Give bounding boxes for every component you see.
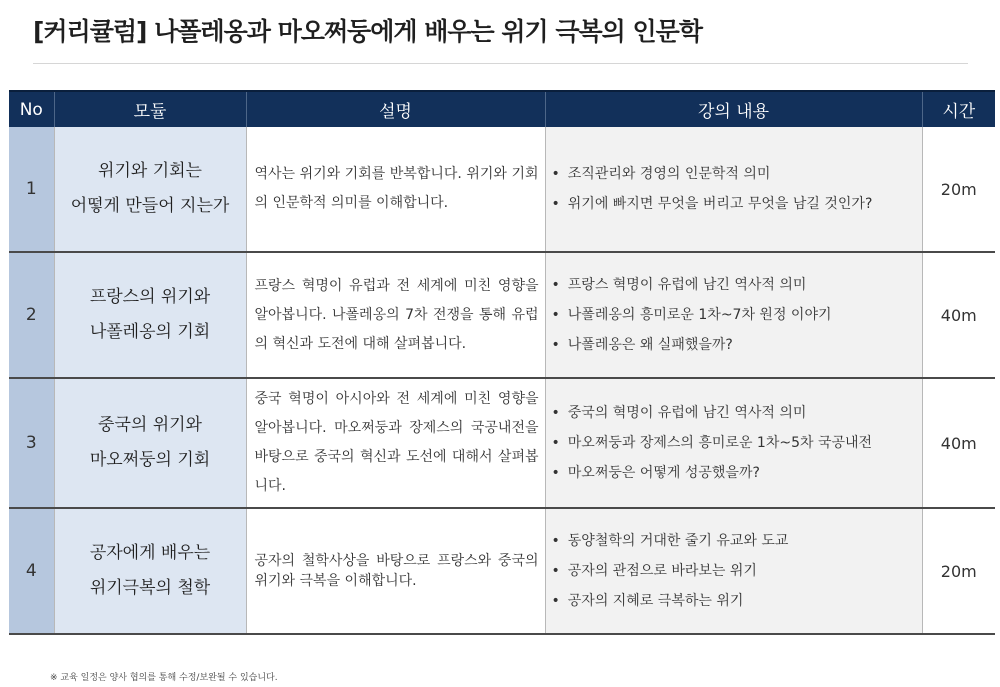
header-no: No <box>9 91 54 127</box>
content-cell <box>545 508 922 634</box>
page-title: [커리큘럼] 나폴레옹과 마오쩌둥에게 배우는 위기 극복의 인문학 <box>33 17 702 46</box>
row-number: 3 <box>9 378 54 508</box>
content-list <box>552 270 922 360</box>
table-header-row <box>9 91 995 127</box>
content-list <box>552 526 922 616</box>
module-title-line: 어떻게 만들어 지는가 <box>70 196 230 216</box>
content-item: • 공자의 관점으로 바라보는 위기 <box>552 556 922 586</box>
content-item: • 나폴레옹은 왜 실패했을까? <box>552 330 922 360</box>
content-item: • 동양철학의 거대한 줄기 유교와 도교 <box>552 526 922 556</box>
content-item: • 프랑스 혁명이 유럽에 남긴 역사적 의미 <box>552 270 922 300</box>
content-item: • 조직관리와 경영의 인문학적 의미 <box>552 159 922 189</box>
row-number: 1 <box>9 127 54 252</box>
module-cell <box>54 508 246 634</box>
table-row <box>9 252 995 378</box>
table-row <box>9 508 995 634</box>
curriculum-table <box>9 90 995 635</box>
module-title-line: 나폴레옹의 기회 <box>89 322 211 342</box>
time-cell: 40m <box>922 378 995 508</box>
header-content: 강의 내용 <box>545 91 922 127</box>
content-list <box>552 159 922 219</box>
time-cell: 20m <box>922 127 995 252</box>
time-cell: 40m <box>922 252 995 378</box>
description-cell: 프랑스 혁명이 유럽과 전 세계에 미친 영향을 알아봅니다. 나폴레옹의 7차 전쟁을 통해 유럽의 혁신과 도전에 대해 살펴봅니다. <box>246 252 545 378</box>
title-divider <box>33 63 968 64</box>
content-item: • 마오쩌둥은 어떻게 성공했을까? <box>552 458 922 488</box>
description-cell: 공자의 철학사상을 바탕으로 프랑스와 중국의 위기와 극복을 이해합니다. <box>246 508 545 634</box>
module-title-line: 위기와 기회는 <box>98 161 202 181</box>
header-description: 설명 <box>246 91 545 127</box>
module-title-line: 공자에게 배우는 <box>89 543 211 563</box>
module-cell <box>54 252 246 378</box>
module-cell <box>54 127 246 252</box>
module-title-line: 마오쩌둥의 기회 <box>89 450 211 470</box>
module-title-line: 프랑스의 위기와 <box>89 287 211 307</box>
content-item: • 공자의 지혜로 극복하는 위기 <box>552 586 922 616</box>
content-item: • 나폴레옹의 흥미로운 1차~7차 원정 이야기 <box>552 300 922 330</box>
description-cell: 역사는 위기와 기회를 반복합니다. 위기와 기회의 인문학적 의미를 이해합니다. <box>246 127 545 252</box>
content-item: • 위기에 빠지면 무엇을 버리고 무엇을 남길 것인가? <box>552 189 922 219</box>
row-number: 2 <box>9 252 54 378</box>
table-row <box>9 127 995 252</box>
time-cell: 20m <box>922 508 995 634</box>
module-title-line: 중국의 위기와 <box>98 415 202 435</box>
table-row <box>9 378 995 508</box>
content-cell <box>545 252 922 378</box>
content-cell <box>545 127 922 252</box>
module-title-line: 위기극복의 철학 <box>89 578 211 598</box>
description-cell: 중국 혁명이 아시아와 전 세계에 미친 영향을 알아봅니다. 마오쩌둥과 장제스의 국공내전을 바탕으로 중국의 혁신과 도선에 대해서 살펴봅니다. <box>246 378 545 508</box>
content-item: • 마오쩌둥과 장제스의 흥미로운 1차~5차 국공내전 <box>552 428 922 458</box>
content-list <box>552 398 922 488</box>
content-cell <box>545 378 922 508</box>
header-time: 시간 <box>922 91 995 127</box>
module-cell <box>54 378 246 508</box>
footnote: ※ 교육 일정은 양사 협의를 통해 수정/보완될 수 있습니다. <box>50 673 278 683</box>
row-number: 4 <box>9 508 54 634</box>
content-item: • 중국의 혁명이 유럽에 남긴 역사적 의미 <box>552 398 922 428</box>
header-module: 모듈 <box>54 91 246 127</box>
